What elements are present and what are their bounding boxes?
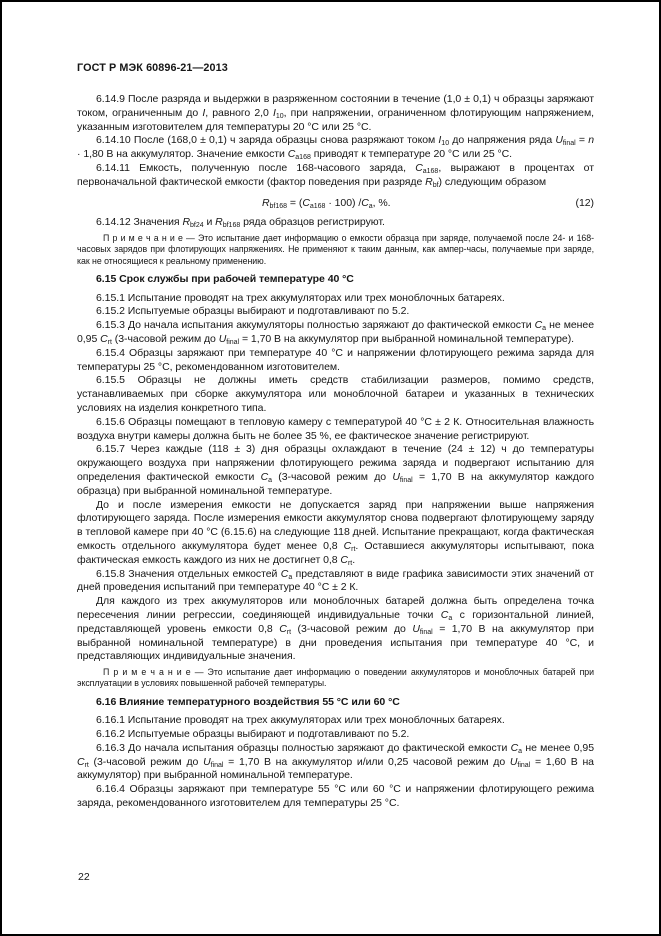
subscript-text: a [518,747,523,755]
subscript-text: bf168 [222,222,241,230]
paragraph: 6.14.9 После разряда и выдержки в разряженном состоянии в течение (1,0 ± 0,1) ч образцы заряжают током, ограниченным до I, равного 2,0 $I_{10}$, при напряжении, ограниченном флотирующим напряжением, указанным изготовителем для температуры 20 °С или 25 °С. [77,93,594,133]
subscript-text: rt [84,761,89,769]
inline-text: C [280,567,289,580]
subscript-text: a168 [309,202,326,210]
subscript-text: a [368,202,373,210]
inline-text: C [440,608,449,621]
inline-text: U [555,134,563,147]
formula-number: (12) [575,196,594,209]
subscript-text: final [562,140,576,148]
subscript-text: 10 [441,140,450,148]
subscript-text: rt [347,559,353,567]
formula [77,197,594,211]
inline-text: I [272,106,276,119]
inline-text: C [415,161,423,174]
paragraph: 6.16.2 Испытуемые образцы выбирают и подготавливают по 5.2. [96,728,410,741]
note: П р и м е ч а н и е — Это испытание дает информацию о емкости образца при заряде, получаемой после 24- и 168-часовых зарядов при флотирующих напряжениях. Не применяют к таким данным, как ампер-часы, получаемые при заряде, как не относящиеся к реальному применению. [77,233,594,266]
subscript-text: a [268,476,273,484]
inline-text: U [218,332,227,345]
paragraph: 6.14.11 Емкость, полученную после 168-часового заряда, $C_{a168}$, выражают в процентах от первоначальной фактической емкости (фактор поведения при разряде $R_{bf}$) следующим образом [77,161,594,189]
paragraph: 6.16.3 До начала испытания образцы полностью заряжают до фактической емкости $C_a$ не менее 0,95 $C_{rt}$ (3-часовой режим до $U_{final} = 1,70$ В на аккумулятор и/или 0,25 часовой режим до $U_{final} = 1,60$ В на аккумулятор) при выбранной номинальной температуре. [77,741,594,782]
paragraph: 6.16.4 Образцы заряжают при температуре 55 °С или 60 °С и напряжении флотирующего режима заряда, рекомендованного изготовителем для температуры 25 °С. [77,783,594,810]
subscript-text: rt [286,628,292,636]
paragraph: 6.15.6 Образцы помещают в тепловую камеру с температурой 40 °С ± 2 К. Относительная влажность воздуха внутри камеры должна быть не более 35 %, ее фактическое значение регистрируют. [77,415,594,442]
subscript-text: a [542,325,547,333]
subscript-text: rt [107,338,112,346]
inline-text: R [261,196,270,209]
paragraph: Для каждого из трех аккумуляторов или моноблочных батарей должна быть определена точка пересечения линии регрессии, соединяющей индивидуальные точки $C_a$ с горизонтальной линией, представляющей уровень емкости 0,8 $C_{rt}$ (3-часовой режим до $U_{final} = 1,70$ В на аккумулятор при выбранной номинальной температуре) в дни проведения испытания при температуре 40 °С, и представляющих индивидуальные значения. [77,595,594,663]
paragraph: До и после измерения емкости не допускается заряд при напряжении выше напряжения флотирующего заряда. После измерения емкости аккумулятор снова подвергают флотирующему заряду в тепловой камере при 40 °С (6.15.6) на следующие 118 дней. Испытание прекращают, когда фактическая емкость отдельного аккумулятора будет менее 0,8 $C_{rt}$. Оставшиеся аккумуляторы испытывают, пока фактическая емкость каждого из них не достигнет 0,8 $C_{rt}$. [77,498,594,567]
inline-text: C [260,470,269,483]
inline-text: C [343,539,352,552]
inline-text: R [425,175,433,188]
subscript-text: final [210,761,224,769]
document-code: ГОСТ Р МЭК 60896-21—2013 [77,62,228,74]
inline-text: R [215,216,223,229]
subscript-text: a168 [422,167,439,175]
inline-text: C [77,755,85,768]
subscript-text: a [448,614,453,622]
paragraph: 6.15.8 Значения отдельных емкостей $C_a$ представляют в виде графика зависимости этих значений от дней проведения испытаний при температуре 40 °С ± 2 К. [77,567,594,594]
inline-text: I [438,134,442,147]
subscript-text: final [517,761,531,769]
inline-text: C [302,196,310,209]
subscript-text: final [399,476,413,484]
subscript-text: a168 [295,154,311,162]
subscript-text: bf24 [189,222,204,230]
paragraph: 6.15.3 До начала испытания аккумуляторы полностью заряжают до фактической емкости $C_a$ не менее 0,95 $C_{rt}$ (3-часовой режим до $U_{final} = 1,70$ В на аккумулятор при выбранной номинальной температуре). [77,319,595,346]
paragraph: 6.14.10 После (168,0 ± 0,1) ч заряда образцы снова разряжают током $I_{10}$ до напряжения ряда $U_{final} = n \cdot 1,80$ В на аккумулятор. Значение емкости $C_{a168}$ приводят к температуре 20 °С или 25 °С. [77,134,594,162]
inline-text: R [182,216,190,229]
inline-text: U [203,755,211,768]
subscript-text: 10 [275,112,284,120]
paragraph: 6.15.1 Испытание проводят на трех аккумуляторах или трех моноблочных батареях. [96,291,505,304]
section-heading: 6.16 Влияние температурного воздействия 55 °С или 60 °С [96,695,400,708]
inline-text: C [287,148,296,161]
inline-text: U [412,622,420,635]
inline-text: C [510,741,519,754]
page-number: 22 [78,871,90,883]
subscript-text: a [288,573,293,581]
paragraph: 6.15.7 Через каждые (118 ± 3) дня образцы охлаждают в течение (24 ± 12) ч до температуры окружающего воздуха при напряжении флотирующего режима заряда и подвергают испытанию для определения фактической емкости $C_a$ (3-часовой режим до $U_{final} = 1,70$ В на аккумулятор каждого образца) при выбранной номинальной температуре. [77,443,594,497]
formula-expression: $R_{bf168} = (C_{a168} \cdot 100)$ $/C_a$, %. [261,196,391,210]
subscript-text: final [419,628,433,636]
inline-text: C [340,553,348,566]
subscript-text: rt [351,545,356,553]
document-body [77,93,594,811]
inline-text: I [202,106,206,119]
paragraph: 6.14.12 Значения $R_{bf24}$ и $R_{bf168}$ ряда образцов регистрируют. [96,216,385,230]
paragraph: 6.15.5 Образцы не должны иметь средств стабилизации размеров, помимо средств, устанавливаемых при сборке аккумулятора или моноблочной батареи и указанных в технических условиях на изделия конкретного типа. [77,374,594,414]
inline-text: C [361,196,369,209]
paragraph: 6.15.4 Образцы заряжают при температуре 40 °С и напряжении флотирующего режима заряда для температуры 25 °С, рекомендованном изготовителем. [77,346,594,373]
inline-text: n [588,134,594,147]
inline-text: C [534,319,543,332]
paragraph: 6.16.1 Испытание проводят на трех аккумуляторах или трех моноблочных батареях. [96,714,505,727]
paragraph: 6.15.2 Испытуемые образцы выбирают и подготавливают по 5.2. [96,305,410,318]
note: П р и м е ч а н и е — Это испытание дает информацию о поведении аккумуляторов и моноблочных батарей при эксплуатации в условиях повышенной рабочей температуры. [77,667,594,689]
inline-text: C [279,622,287,635]
subscript-text: bf168 [269,202,288,210]
inline-text: U [509,755,518,768]
subscript-text: final [226,338,240,346]
inline-text: U [392,470,400,483]
inline-text: C [100,332,108,345]
section-heading: 6.15 Срок службы при рабочей температуре 40 °С [96,272,354,285]
subscript-text: bf [432,181,439,189]
